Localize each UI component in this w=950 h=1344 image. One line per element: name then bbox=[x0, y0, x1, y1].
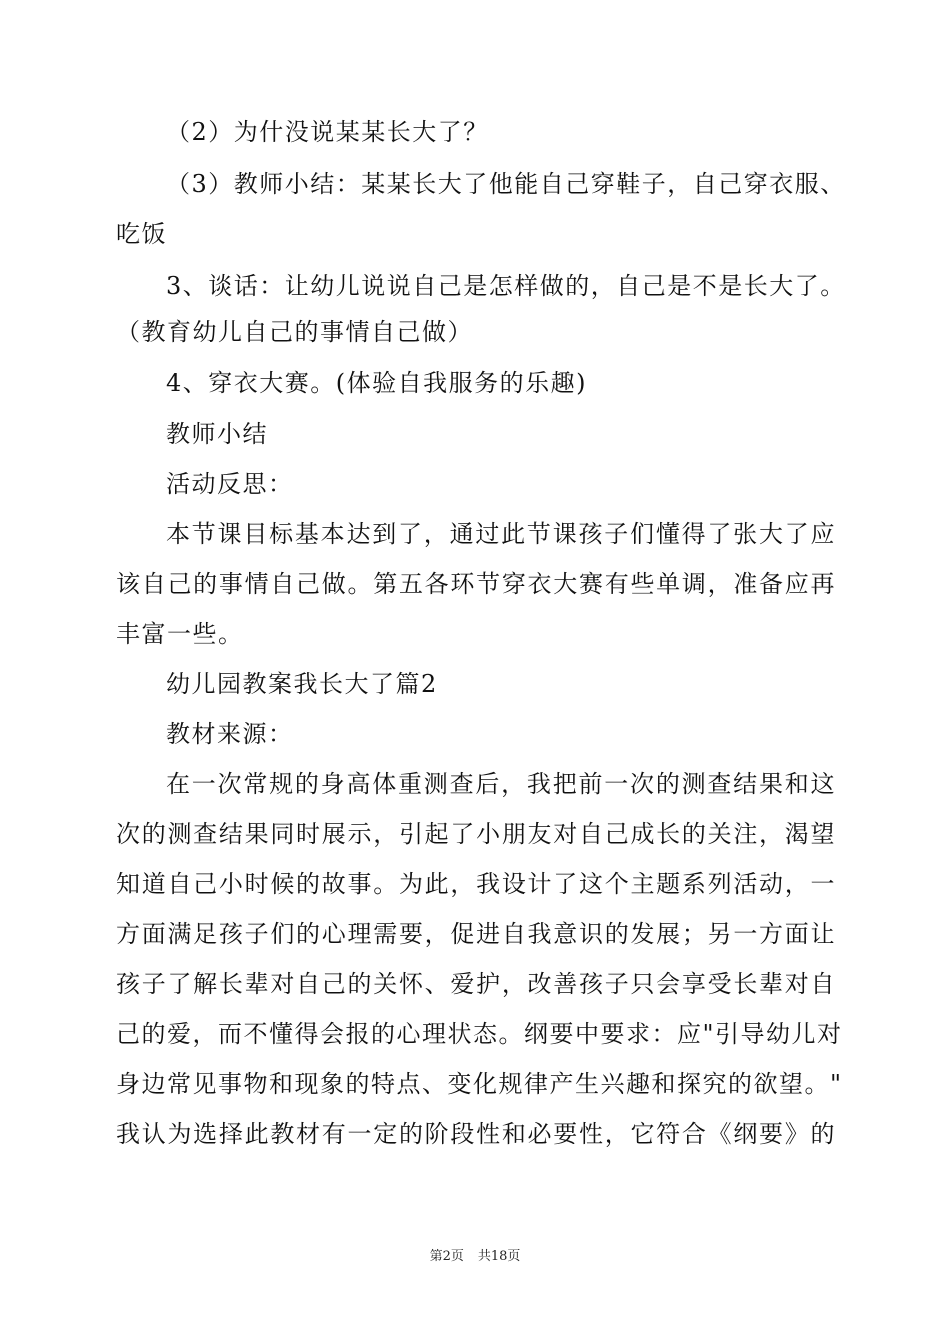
section-heading: 幼儿园教案我长大了篇2 bbox=[166, 670, 438, 698]
page-total: 共18页 bbox=[477, 1249, 521, 1264]
text-line: 教师小结 bbox=[166, 420, 268, 448]
text-line: 己的爱，而不懂得会报的心理状态。纲要中要求：应"引导幼儿对 bbox=[116, 1020, 843, 1048]
text-line: （2）为什没说某某长大了？ bbox=[166, 118, 489, 146]
text-line: 吃饭 bbox=[116, 220, 167, 248]
text-line: 方面满足孩子们的心理需要，促进自我意识的发展；另一方面让 bbox=[116, 920, 836, 948]
text-line: 3、谈话：让幼儿说说自己是怎样做的，自己是不是长大了。 bbox=[166, 272, 846, 300]
page-number: 第2页 bbox=[429, 1249, 464, 1264]
text-line: 4、穿衣大赛。(体验自我服务的乐趣) bbox=[166, 369, 587, 397]
text-line: 身边常见事物和现象的特点、变化规律产生兴趣和探究的欲望。" bbox=[116, 1070, 843, 1098]
text-line: 知道自己小时候的故事。为此，我设计了这个主题系列活动，一 bbox=[116, 870, 836, 898]
page-footer bbox=[0, 1248, 950, 1266]
text-line: 孩子了解长辈对自己的关怀、爱护，改善孩子只会享受长辈对自 bbox=[116, 970, 836, 998]
text-line: 教材来源： bbox=[166, 720, 294, 748]
text-line: 我认为选择此教材有一定的阶段性和必要性，它符合《纲要》的 bbox=[116, 1120, 836, 1148]
text-line: 活动反思： bbox=[166, 470, 294, 498]
text-line: （教育幼儿自己的事情自己做） bbox=[116, 318, 473, 346]
text-line: 本节课目标基本达到了，通过此节课孩子们懂得了张大了应 bbox=[166, 520, 836, 548]
text-line: 丰富一些。 bbox=[116, 620, 244, 648]
text-line: （3）教师小结：某某长大了他能自己穿鞋子，自己穿衣服、 bbox=[166, 170, 846, 198]
text-line: 该自己的事情自己做。第五各环节穿衣大赛有些单调，准备应再 bbox=[116, 570, 836, 598]
text-line: 次的测查结果同时展示，引起了小朋友对自己成长的关注，渴望 bbox=[116, 820, 836, 848]
text-line: 在一次常规的身高体重测查后，我把前一次的测查结果和这 bbox=[166, 770, 836, 798]
